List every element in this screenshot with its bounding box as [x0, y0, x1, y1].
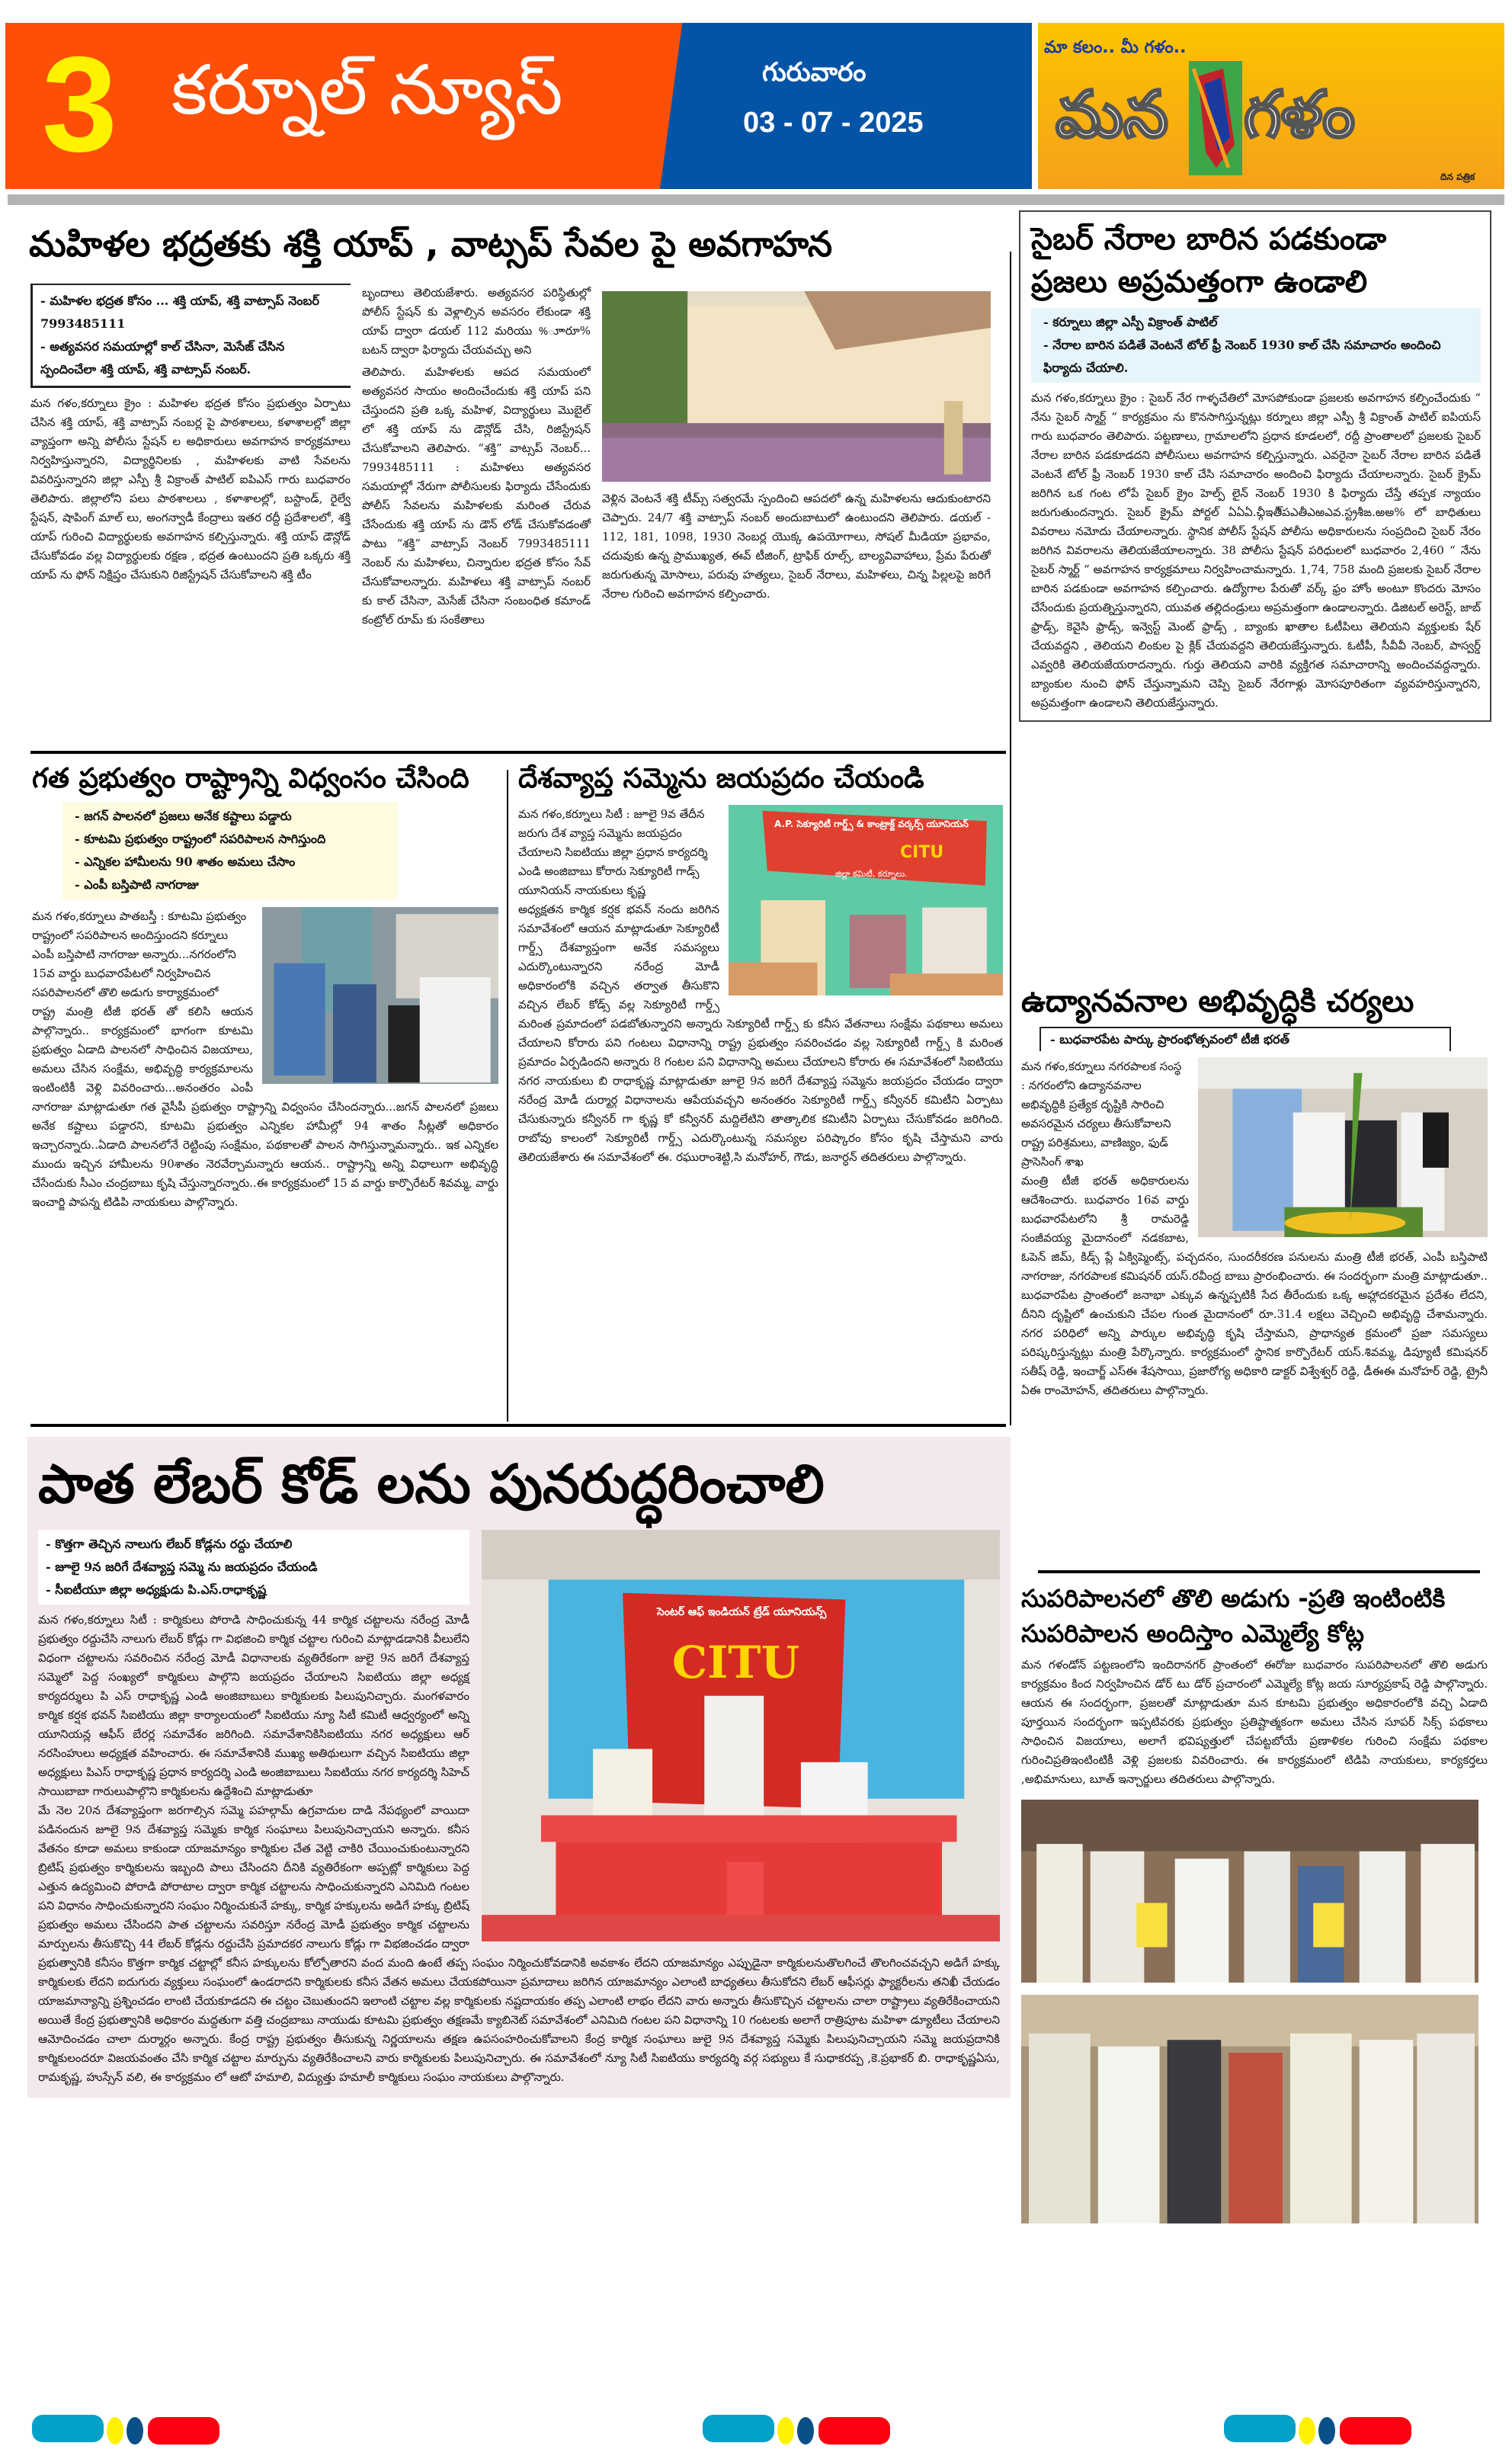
headline-good-governance-line1: సుపరిపాలనలో తొలి అడుగు -ప్రతి ఇంటింటికి	[1021, 1584, 1446, 1613]
photo-mp-nagaraju-visit	[262, 907, 498, 1084]
photo-mla-kotla-meeting-residents	[1021, 1995, 1478, 2223]
article-body-previous-govt-wide: రాష్ట్ర మంత్రి టీజీ భరత్ తో కలిసి ఆయన పాల్గొన్నారు.. కార్యక్రమంలో భాగంగా కూటమి ప్రభుత్వం ఏడాది పాలనలో సాధించిన విజయాలు, అమలు చేసిన సంక్షేమ, అభివృద్ధి కార్యక్రమాలను ఇంటింటికీ వెళ్లి వివరించారు...అనంతరం ఎంపీ నాగరాజు మాట్లాడుతూ గత వైసీపీ ప్రభుత్వం రాష్ట్రాన్ని విధ్వంసం చేసిందన్నారు...జగన్ పాలనలో ప్రజలు అనేక కష్టాలు పడ్డారని, కూటమి ప్రభుత్వం ఎన్నికల హామీల్లో 94 శాతం సీట్లతో అధికారం ఇచ్చారన్నారు..ఏడాది పాలనలోనే రెట్టింపు సంక్షేమం, పథకాలతో పాలన సాగిస్తున్నామన్నారు.. ఇక ఎన్నికల ముందు ఇచ్చిన హామీలను 90శాతం నెరవేర్చామన్నారు ఆయన.. రాష్ట్రాన్ని అన్ని విధాలుగా అభివృద్ధి చేసేందుకు సీఎం చంద్రబాబు కృషి చేస్తున్నారన్నారు..ఈ కార్యక్రమంలో 15 వ వార్డు కార్పొరేటర్ శివమ్మ, వార్డు ఇంచార్జి పాపన్న టిడిపి నాయకులు పాల్గొన్నారు.	[32, 1005, 498, 1209]
banner-text: A.P. సెక్యూరిటీ గార్డ్స్ & కాంట్రాక్ట్ వర్కర్స్ యూనియన్	[774, 819, 969, 829]
article-body-good-governance: మన గళండోన్ పట్టణంలోని ఇందిరానగర్ ప్రాంతంలో ఈరోజు బుధవారం సుపరిపాలనలో తొలి అడుగు కార్యక్రమం కింద నిర్వహించిన డోర్ టు డోర్ ప్రచారంలో ఎమ్మెల్యే కోట్ల జయ సూర్యప్రకాష్ రెడ్డి పాల్గొన్నారు. ఆయన ఈ సందర్భంగా, ప్రజలతో మాట్లాడుతూ మన కూటమి ప్రభుత్వం అధికారంలోకి వచ్చి ఏడాది పూర్తయిన సందర్భంగా ఇప్పటివరకు ప్రభుత్వం ప్రతిష్టాత్మకంగా అమలు చేసిన సూపర్ సిక్స్ పథకాలు సాధించిన విజయాలు, అలాగే భవిష్యత్తులో చేపట్టబోయే ప్రణాళికల గురించి సంక్షేమ పథకాల గురించిప్రతిఇంటింటికీ వెళ్లి ప్రజలకు వివరించారు. ఈ కార్యక్రమంలో టిడిపి నాయకులు, కార్యకర్తలు ,అభిమానులు, బూత్ ఇన్చార్జులు తదితరులు పాల్గొన్నారు.	[1021, 1658, 1488, 1786]
article-body-labour-code-wide: మే నెల 20న దేశవ్యాప్తంగా జరగాల్సిన సమ్మె పహల్గామ్ ఉగ్రవాదుల దాడి నేపథ్యంలో వాయిదా పడినందున జూలై 9న దేశవ్యాప్త సమ్మెకు కార్మిక సంఘాలు పిలుపునిచ్చాయని అన్నారు. కనీస వేతనం కూడా అమలు కాకుండా యాజమాన్యం కార్మికుల చేత వెట్టి చాకిరి చేయించుకుంటున్నారని బ్రిటిష్ ప్రభుత్వం కార్మికులను ఇబ్బంది పాలు చేసిందని దీనికి వ్యతిరేకంగా అప్పట్లో కార్మికులు పెద్ద ఎత్తున ఉద్యమించి పోరాడి పోరాటాల ద్వారా కార్మిక చట్టాలను సాధించుకున్నారని ఎనిమిది గంటల పని విధానం సాధించుకున్నారని సంఘం నిర్మించుకునే హక్కు, కార్మిక హక్కులను అడిగే హక్కు బ్రిటిష్ ప్రభుత్వం అమలు చేసిందని పాత చట్టాలను సవరిస్తూ నరేంద్ర మోడీ ప్రభుత్వం కార్మిక చట్టాలను మార్పులను తీసుకొచ్చి 44 లేబర్ కోడ్లను రద్దుచేసి ప్రమాదకర నాలుగు కోడ్లు గా విభజించడం ద్వారా ప్రభుత్వానికి కనీసం కొత్తగా కార్మిక చట్టాల్లో కనీస హక్కులను కోల్పోతారని వంద మంది ఉంటే తప్ప సంఘం నిర్మించుకోవడానికి అవకాశం లేదని యాజమాన్యం ఎప్పుడైనా కార్మికులనుతొలగించే తొలగించవచ్చని అడిగే హక్కు కార్మికులకు లేదని ఐదుగురు వ్యక్తులు సంఘంలో ఉండరాదని కార్మికులకు కనీస వేతన అమలు చేయకపోయినా ప్రమాదాలు జరిగిన యాజమాన్యం ఎలాంటి బాధ్యతలు తీసుకోదని లేబర్ ఆఫీసర్లు ఫ్యాక్టరీలను తనిఖీ చేయడం యాజమాన్యాన్ని ప్రశ్నించడం లాంటి చేయకూడదని ఈ చట్టం చెబుతుందని ఇలాంటి చట్టాల వల్ల కార్మికులకు నష్టదాయకం తప్ప ఎలాంటి లాభం లేదని వారు అన్నారు తీసుకొచ్చిన చట్టాలను చాలా రాష్ట్రాలు వ్యతిరేకించాయని అయితే కేంద్ర ప్రభుత్వానికి అధికారం మద్దతుగా వత్తి చంద్రబాబు నాయుడు కూటమి ప్రభుత్వం తక్షణమే క్యాబినెట్ సమావేశంలో ఎనిమిది గంటల పని విధానాన్ని 10 గంటలకు అలాగే రాత్రిపూట మహిళా డ్యూటీలు చేయాలని ఆమోదించడం చాలా దుర్మార్గం అన్నారు. కేంద్ర రాష్ట్ర ప్రభుత్వం తీసుకున్న నిర్ణయాలను తక్షణ ఉపసంహరించుకోవాలని కేంద్ర కార్మిక సంఘాలు జులై 9న దేశవ్యాప్త సమ్మెకు పిలుపునిచ్చాయని సమ్మె జయప్రదానికి కార్మికులందరూ విజయవంతం చేసి కార్మిక చట్టాల మార్పును వ్యతిరేకించాలని వారు కార్మికులకు పిలుపునిచ్చారు. ఈ సమావేశంలో న్యూ సిటీ సిఐటియు కార్యదర్శి వర్గ సభ్యులు కే సుధాకరప్ప ,కె.ప్రభాకర్ బి. రాధాకృష్ణఏసు, రామకృష్ణ, హుస్సేన్ వలి, ఈ కార్యక్రమం లో ఆటో హమాలి, విద్యుత్తు హమాలీ కార్మికులు సంఘం నాయకులు పాల్గొన్నారు.	[38, 1803, 1000, 2084]
footer-pill-blue	[127, 2417, 143, 2445]
headline-labour-code: పాత లేబర్ కోడ్ లను పునరుద్ధరించాలి	[38, 1453, 825, 1515]
brand-logo: మన గళం	[1056, 77, 1355, 152]
article-body-shakti-col2a: బృందాలు తెలియజేశారు. అత్యవసర పరిస్థితుల్లో పోలీస్ స్టేషన్ కు వెళ్లాల్సిన అవసరం లేకుండా శక్తి యాప్ ద్వారా డయల్ 112 మరియు %ూారూ% బటన్ ద్వారా ఫిర్యాదు చేయవచ్చు అని	[362, 286, 591, 357]
footer-pill-red	[1340, 2417, 1411, 2445]
kicker: - జూలై 9న జరిగే దేశవ్యాప్త సమ్మె ను జయప్రదం చేయండి	[46, 1560, 318, 1574]
footer-pill-yellow	[777, 2417, 794, 2445]
article-body-previous-govt-narrow: మన గళం,కర్నూలు పాతబస్తీ : కూటమి ప్రభుత్వం రాష్ట్రంలో సపరిపాలన అందిస్తుందని కర్నూలు ఎంపీ బస్తిపాటి నాగరాజు అన్నారు...నగరంలోని 15వ వార్డు బుధవారపేటలో నిర్వహించిన సపరిపాలనలో తొలి అడుగు కార్యాక్రమంలో	[32, 909, 247, 999]
column-divider	[1010, 252, 1011, 1425]
footer-pill-cyan	[32, 2415, 104, 2442]
kicker: - సీఐటీయూ జిల్లా అధ్యక్షుడు పి.ఎస్.రాధాకృష్ణ	[46, 1582, 267, 1597]
section-rule	[30, 751, 1006, 754]
headline-shakti: మహిళల భద్రతకు శక్తి యాప్ , వాట్సప్ సేవల పై అవగాహన	[29, 223, 832, 264]
kicker: - ఎంపీ బస్తిపాటి నాగరాజు	[75, 877, 199, 892]
kicker-box-shakti	[30, 284, 351, 388]
photo-park-inauguration-planting	[1198, 1057, 1488, 1237]
banner-citu: CITU	[900, 843, 944, 862]
kicker-box-labour-code	[38, 1530, 469, 1605]
footer-color-mark	[703, 2415, 893, 2448]
article-shakti-col2	[362, 284, 591, 630]
column-divider	[507, 770, 508, 1422]
footer-pill-yellow	[1299, 2417, 1315, 2445]
kicker: - ఎన్నికల హామీలను 90 శాతం అమలు చేసాం	[75, 854, 296, 869]
page-number: 3	[42, 28, 117, 180]
kicker: - కూటమి ప్రభుత్వం రాష్ట్రంలో సపరిపాలన సాగిస్తుంది	[75, 832, 326, 846]
article-body-parks-narrow: మన గళం,కర్నూలు నగరపాలక సంస్థ : నగరంలోని ఉద్యానవనాల అభివృద్ధికి ప్రత్యేక దృష్టికి సారించి అవసరమైన చర్యలు తీసుకోవాలని రాష్ట్ర పరిశ్రమలు, వాణిజ్యం, ఫుడ్ ప్రాసెసింగ్ శాఖ	[1021, 1060, 1182, 1169]
headline-strike: దేశవ్యాప్త సమ్మెను జయప్రదం చేయండి	[518, 763, 924, 794]
photo-citu-labour-meeting	[482, 1530, 1000, 1941]
footer-pill-red	[148, 2417, 219, 2445]
article-shakti	[30, 284, 1000, 741]
kicker-box-cyber	[1031, 308, 1481, 383]
section-title: కర్నూల్ న్యూస్	[171, 50, 563, 130]
kicker: - కొత్తగా తెచ్చిన నాలుగు లేబర్ కోడ్లను రద్దు చేయాలి	[46, 1537, 293, 1551]
article-body-parks-wide: మంత్రి టీజీ భరత్ అధికారులను ఆదేశించారు. బుధవారం 16వ వార్డు బుధవారపేటలోని శ్రీ రామరెడ్డి సంజీవయ్య మైదానంలో నడకబాట, ఓపెన్ జిమ్, కిడ్స్ ప్లే ఏక్విప్మెంట్స్, పచ్చదనం, సుందరీకరణ పనులను మంత్రి టీజీ భరత్, ఎంపీ బస్తిపాటి నాగరాజు, నగరపాలక కమిషనర్ యస్.రవీంద్ర బాబు ప్రారంభించారు. ఈ సందర్భంగా మంత్రి మాట్లాడుతూ.. బుధవారపేట ప్రాంతంలో జనాభా ఎక్కువ ఉన్నప్పటికీ సేద తీరేందుకు ఒక్క అహ్లాదకరమైన ప్రదేశం లేదని, దీనిని దృష్టిలో ఉంచుకుని చేపల గుంత మైదానంలో రూ.31.4 లక్షలు వెచ్చించి అభివృద్ధి చేశామన్నారు. నగర పరిధిలో అన్ని పార్కుల అభివృద్ధి కృషి చేస్తామని, ప్రాధాన్యత క్రమంలో ప్రజా సమస్యలు పరిష్కరిస్తున్నట్లు మంత్రి పేర్కొన్నారు. కార్యక్రమంలో స్థానిక కార్పొరేటర్ యస్.శివమ్మ, డిప్యూటీ కమిషనర్ సతీష్ రెడ్డి, ఇంచార్జ్ ఎస్ఈ శేషసాయి, ప్రజారోగ్య అధికారి డాక్టర్ విశ్వేశ్వర్ రెడ్డి, డీఈఈ మనోహర్ రెడ్డి, ట్రైనీ ఏఈ రాంమోహన్, తదితరులు పాల్గొన్నారు.	[1021, 1174, 1488, 1397]
article-body-strike-wide: అధ్యక్షతన కార్మిక కర్షక భవన్ నందు జరిగిన సమావేశంలో ఆయన మాట్లాడుతూ సెక్యూరిటీ గార్డ్స్ దేశవ్యాప్తంగా అనేక సమస్యలు ఎదుర్కొంటున్నారని నరేంద్ర మోడీ అధికారంలోకి వచ్చిన తర్వాత తీసుకొని వచ్చిన లేబర్ కోడ్స్ వల్ల సెక్యూరిటీ గార్డ్స్ మరింత ప్రమాదంలో పడబోతున్నారని అన్నారు సెక్యూరిటీ గార్డ్స్ కు కనీస వేతనాలు సంక్షేమ పథకాలు అమలు చేయాలని కోరారు పని గంటలు విధానాన్ని రాష్ట్ర ప్రభుత్వం సవరించడం వల్ల సెక్యూరిటీ గార్డ్స్ కి మరింత ప్రమాదం ఏర్పడిందని అన్నారు 8 గంటల పని విధానాన్ని అమలు చేయాలని కోరారు ఈ సమావేశంలో సిఐటియు నగర నాయకులు బి రాధాకృష్ణ మాట్లాడుతూ జూలై 9న జరిగే దేశవ్యాప్త సమ్మెను జయప్రదం చేయడం ద్వారా నరేంద్ర మోడీ దుర్మార్గ విధానాలను ఆపేయవచ్చని అనంతరం సెక్యూరిటీ గార్డ్స్ కన్వీనర్ కమిటీని ఏర్పాటు చేసుకున్నారు కన్వీనర్ గా కృష్ణ కో కన్వీనర్ మద్దిలేటిని తాత్కాలిక కమిటీని ఏర్పాటు చేసుకోవడం జరిగింది. రాబోవు కాలంలో సెక్యూరిటీ గార్డ్స్ ఎదుర్కొంటున్న సమస్యల పరిష్కారం కోసం కృషి చేస్తామని వారు తెలియజేశారు ఈ సమావేశంలో ఈ. రఘురాంశెట్టి,సి మనోహర్, గౌడు, జనార్ధన్ తదితరులు పాల్గొన్నారు.	[518, 902, 1003, 1164]
article-previous-govt	[32, 759, 498, 1212]
article-body-shakti-col1: మన గళం,కర్నూలు క్రైం : మహిళల భద్రత కోసం ప్రభుత్వం ఏర్పాటు చేసిన శక్తి యాప్, శక్తి వాట్సాప్ నంబర్ల పై పాఠశాలలు, కళాశాలల్లో జిల్లా వ్యాప్తంగా అన్ని పోలీసు స్టేషన్ ల అధికారులు అవగాహన కార్యక్రమాలు నిర్వహిస్తున్నారని, విద్యార్థినిలకు , మహిళలకు వాటి సేవలను వివరిస్తున్నారని జిల్లా ఎస్పీ శ్రీ విక్రాంత్ పాటిల్ ఐపిఎస్ గారు బుధవారం తెలిపారు. జిల్లాలోని పలు పాఠశాలలు , కళాశాలల్లో, బస్టాండ్, రైల్వే స్టేషన్, షాపింగ్ మాల్ లు, అంగన్వాడీ కేంద్రాలు ఇతర రద్దీ ప్రదేశాలలో, శక్తి యాప్ గురించి విద్యార్థులకు అవగాహన కల్పిస్తున్నారు. శక్తి యాప్ డౌన్లోడ్ చేసుకోవడం వల్ల విద్యార్థులకు రక్షణ , భద్రత ఉంటుందని ప్రతి ఒక్కరు శక్తి యాప్ ను ఫోన్ నిక్షిప్తం చేసుకుని రిజిస్ట్రేషన్ చేసుకోవాలని శక్తి టీం	[30, 396, 351, 582]
kicker-box-previous-govt	[62, 802, 398, 899]
footer-pill-cyan	[703, 2415, 774, 2442]
footer-pill-red	[818, 2417, 890, 2445]
banner-citu: CITU	[672, 1637, 800, 1688]
article-shakti-col3	[602, 291, 991, 604]
article-strike	[518, 759, 1003, 1167]
article-good-governance	[1021, 1570, 1488, 2223]
footer-pill-blue	[797, 2417, 814, 2445]
footer-pill-yellow	[107, 2417, 123, 2445]
banner-text: జిల్లా కమిటీ, కర్నూలు.	[835, 869, 908, 879]
masthead-divider	[8, 194, 1504, 205]
banner-text: సెంటర్ ఆఫ్ ఇండియన్ ట్రేడ్ యూనియన్స్	[657, 1606, 827, 1618]
article-body-shakti-col2b: తెలిపారు. మహిళలకు ఆపద సమయంలో అత్యవసర సాయం అందించేందుకు శక్తి యాప్ పని చేస్తుందని ప్రతి ఒక్క మహిళ, విద్యార్థులు మొబైల్ లో శక్తి యాప్ ను డౌన్లోడ్ చేసి, రిజిస్ట్రేషన్ చేసుకోవాలని తెలిపారు. “శక్తి” వాట్సప్ నెంబర్... 7993485111 : మహిళలు అత్యవసర సమయాల్లో నేరుగా పోలీసులకు ఫిర్యాదు చేసేందుకు పోలీస్ సేవలను మహిళలకు మరింత చేరువ చేసేందుకు శక్తి యాప్ ను డౌన్ లోడ్ చేసుకోవడంతో పాటు “శక్తి” వాట్సాప్ నెంబర్ 7993485111 నెంబర్ ను మహిళలు, చిన్నారుల భద్రత కోసం సేవ్ చేసుకోవాలన్నారు. మహిళలు శక్తి వాట్సాప్ నంబర్ కు కాల్ చేసినా, మెసేజ్ చేసినా సంబంధిత కమాండ్ కంట్రోల్ రూమ్ కు సంకేతాలు	[362, 365, 591, 627]
section-rule	[1038, 1570, 1480, 1573]
masthead-date-panel	[660, 23, 1032, 189]
kicker-box-parks	[1040, 1027, 1451, 1051]
headline-previous-govt: గత ప్రభుత్వం రాష్ట్రాన్ని విధ్వంసం చేసింది	[32, 763, 469, 794]
headline-good-governance-line2: సుపరిపాలన అందిస్తాం ఎమ్మెల్యే కోట్ల	[1021, 1619, 1364, 1648]
article-body-cyber: మన గళం,కర్నూలు క్రైం : సైబర్ నేర గాళ్ళచేతిలో మోసపోకుండా ప్రజలకు అవగాహన కల్పించేందుకు “ నేను సైబర్ స్మార్ట్ “ కార్యక్రమం ను కొనసాగిస్తున్నట్లు కర్నూలు జిల్లా ఎస్పీ శ్రీ విక్రాంత్ పాటిల్ ఐపియస్ గారు బుధవారం తెలిపారు. పట్టణాలు, గ్రామాలలోని ప్రధాన కూడలలో, రద్దీ ప్రాంతాలలో ప్రజలకు సైబర్ నేరాల బారిన పడకూడదని పోలీసులు అవగాహన కల్పిస్తున్నారు. ఎవరైనా సైబర్ నేరాల బారిన పడితే వెంటనే టోల్ ఫ్రీ నెంబర్ 1930 కాల్ చేసి సమాచారం అందించి ఫిర్యాదు చేయాలన్నారు. సైబర్ క్రైమ్ జరిగిన ఒక గంట లోపే సైబర్ క్రైం హెల్ప్ లైన్ నెంబర్ 1930 కి ఫిర్యాదు చేస్తే తప్పక న్యాయం జరుగుతుందన్నారు. సైబర్ క్రైమ్ పోర్టల్ ఏఏఏ.ఛ్గీఇతీ్పఎతీఎఱఎవ.స్ట్రశీఙ.ఱఅ% లో బాధితులు వివరాలు నమోదు చేయాలన్నారు. స్థానిక పోలీస్ స్టేషన్ పోలీసు అధికారులను సంప్రదించి సైబర్ నేరం జరిగిన వివరాలను తెలియజేయాలన్నారు. 38 పోలీసు స్టేషన్ పరిధులలో బుధవారం 2,460 “ నేను సైబర్ స్మార్ట్ “ అవగాహన కార్యక్రమాలు నిర్వహించామన్నారు. 1,74, 758 మంది ప్రజలకు సైబర్ నేరాల బారిన పడకుండా అవగాహన కల్పించారు. ఉద్యోగాల పేరుతో వర్క్ ఫ్రం హోం అంటూ కొందరు మోసం చేసేందుకు ప్రయత్నిస్తున్నారని, యువత తల్లిదండ్రులు అప్రమత్తంగా ఉండాలన్నారు. డిజిటల్ అరెస్ట్, జాబ్ ఫ్రాడ్స్, కెవైసి ఫ్రాడ్స్, ఇన్వెస్ట్ మెంట్ ఫ్రాడ్స్ , బ్యాంకు ఖాతాల ఓటీపిలు తెలియని వ్యక్తులకు షేర్ చేయవద్దని , తెలియని లింకుల పై క్లిక్ చేయవద్దని తెలియజేస్తున్నారు. ఓటీపీ, సీవీవీ నెంబర్, పాస్వర్డ్ ఎవ్వరికి తెలియజేయరాదన్నారు. గుర్తు తెలియని వారికి వ్యక్తిగత సమాచారాన్ని అందించవద్దన్నారు. బ్యాంకుల నుంచి ఫోన్ చేస్తున్నామని చెప్పి సైబర్ నేరగాళ్లు మోసపూరితంగా వ్యవహరిస్తున్నారని, అప్రమత్తంగా ఉండాలని తెలియజేస్తున్నారు.	[1031, 391, 1481, 710]
photo-citu-security-guards-meeting	[729, 805, 1003, 995]
section-rule	[30, 1424, 1006, 1427]
headline-cyber-line2: ప్రజలు అప్రమత్తంగా ఉండాలి	[1031, 264, 1368, 300]
weekday: గురువారం	[762, 57, 867, 88]
kicker: - మహిళల భద్రత కోసం ... శక్తి యాప్, శక్తి వాట్సాప్ నెంబర్ 7993485111	[40, 293, 319, 331]
article-box-cyber	[1019, 210, 1491, 722]
issue-date: 03 - 07 - 2025	[743, 107, 924, 139]
photo-mla-kotla-door-to-door	[1021, 1800, 1478, 1983]
kicker: - బుధవారపేట పార్కు ప్రారంభోత్సవంలో టీజీ భరత్	[1050, 1032, 1289, 1047]
footer-color-mark	[32, 2415, 223, 2448]
brand-tagline: మా కలం.. మీ గళం..	[1044, 38, 1187, 57]
article-box-labour-code	[27, 1437, 1011, 2098]
footer-pill-cyan	[1224, 2415, 1296, 2442]
article-body-strike-narrow: మన గళం,కర్నూలు సిటీ : జూలై 9వ తేదీన జరుగు దేశ వ్యాప్త సమ్మెను జయప్రదం చేయాలని సిఐటియు జిల్లా ప్రధాన కార్యదర్శి ఎండి అంజిబాబు కోరారు సెక్యూరిటీ గాడ్స్ యూనియన్ నాయకులు కృష్ణ	[518, 807, 708, 897]
kicker: - అత్యవసర సమయాల్లో కాల్ చేసినా, మెసేజ్ చేసిన స్పందించేలా శక్తి యాప్, శక్తి వాట్సాప్ నంబర్.	[40, 339, 285, 377]
kicker: - కర్నూలు జిల్లా ఎస్పీ విక్రాంత్ పాటిల్	[1043, 315, 1218, 329]
article-body-labour-code-narrow: మన గళం,కర్నూలు సిటీ : కార్మికులు పోరాడి సాధించుకున్న 44 కార్మిక చట్టాలను నరేంద్ర మోడీ ప్రభుత్వం రద్దుచేసి నాలుగు లేబర్ కోడ్లు గా విభజించి కార్మిక చట్టాల గురించి మాట్లాడడానికి వీలులేని విధంగా చట్టాలను సవరించిన నరేంద్ర మోడీ విధానాలకు వ్యతిరేకంగా జులై 9న జరిగే దేశవ్యాప్త సమ్మెలో పెద్ద సంఖ్యలో కార్మికులు పాల్గొని జయప్రదం చేయాలని సిఐటియు జిల్లా అధ్యక్ష కార్యదర్శులు పి ఎస్ రాధాకృష్ణ ఎండి అంజిబాబులు కార్మికులకు పిలుపునిచ్చారు. మంగళవారం కార్మిక కర్షక భవన్ సిఐటియు జిల్లా కార్యాలయంలో సిఐటియు న్యూ సిటీ కమిటీ ఆధ్వర్యంలో అన్ని యూనియన్ల ఆఫీస్ బేరర్ల సమావేశం జరిగింది. సమావేశానికిసిఐటియు నగర అధ్యక్షులు ఆర్ నరసింహులు అధ్యక్షత వహించారు. ఈ సమావేశానికి ముఖ్య అతిథులుగా వచ్చిన సిఐటియు జిల్లా అధ్యక్షులు పిఎస్ రాధాకృష్ణ ప్రధాన కార్యదర్శి ఎండి అంజిబాబులు సిఐటియు నగర కార్యదర్శి సిహెచ్ సాయిబాబా గారులుపాల్గొని కార్మికులను ఉద్దేశించి మాట్లాడుతూ	[38, 1613, 469, 1798]
kicker: - జగన్ పాలనలో ప్రజలు అనేక కష్టాలు పడ్డారు	[75, 809, 292, 823]
article-shakti-col1	[30, 284, 351, 585]
article-body-shakti-col3: వెళ్లిన వెంటనే శక్తి టీమ్స్ సత్వరమే స్పందించి ఆపదలో ఉన్న మహిళలను ఆదుకుంటారని చెప్పారు. 24/7 శక్తి వాట్సాప్ నంబర్ అందుబాటులో ఉంటుందని తెలిపారు. డయల్ - 112, 181, 1098, 1930 నెంబర్ల యొక్క ఉపయోగాలు, సోషల్ మీడియా ప్రభావం, చదువుకు ఉన్న ప్రాముఖ్యత, ఈవ్ టీజింగ్, ట్రాఫిక్ రూల్స్, బాల్యవివాహాలు, ప్రేమ పేరుతో జరుగుతున్న మోసాలు, పరువు హత్యలు, సైబర్ నేరాలు, మహిళలు, చిన్న పిల్లలపై జరిగే నేరాల గురించి అవగాహన కల్పించారు.	[602, 492, 991, 601]
headline-parks: ఉద్యానవనాల అభివృద్ధికి చర్యలు	[1021, 984, 1414, 1019]
photo-shakti-school-assembly	[602, 291, 991, 482]
footer-pill-blue	[1318, 2417, 1335, 2445]
edition-label: దిన పత్రిక	[1440, 172, 1475, 182]
headline-cyber-line1: సైబర్ నేరాల బారిన పడకుండా	[1031, 222, 1387, 257]
kicker: - నేరాల బారిన పడితే వెంటనే టోల్ ఫ్రీ నెంబర్ 1930 కాల్ చేసి సమాచారం అందించి ఫిర్యాదు చేయాలి.	[1043, 338, 1441, 375]
article-parks	[1021, 979, 1488, 1400]
footer-color-mark	[1224, 2415, 1414, 2448]
